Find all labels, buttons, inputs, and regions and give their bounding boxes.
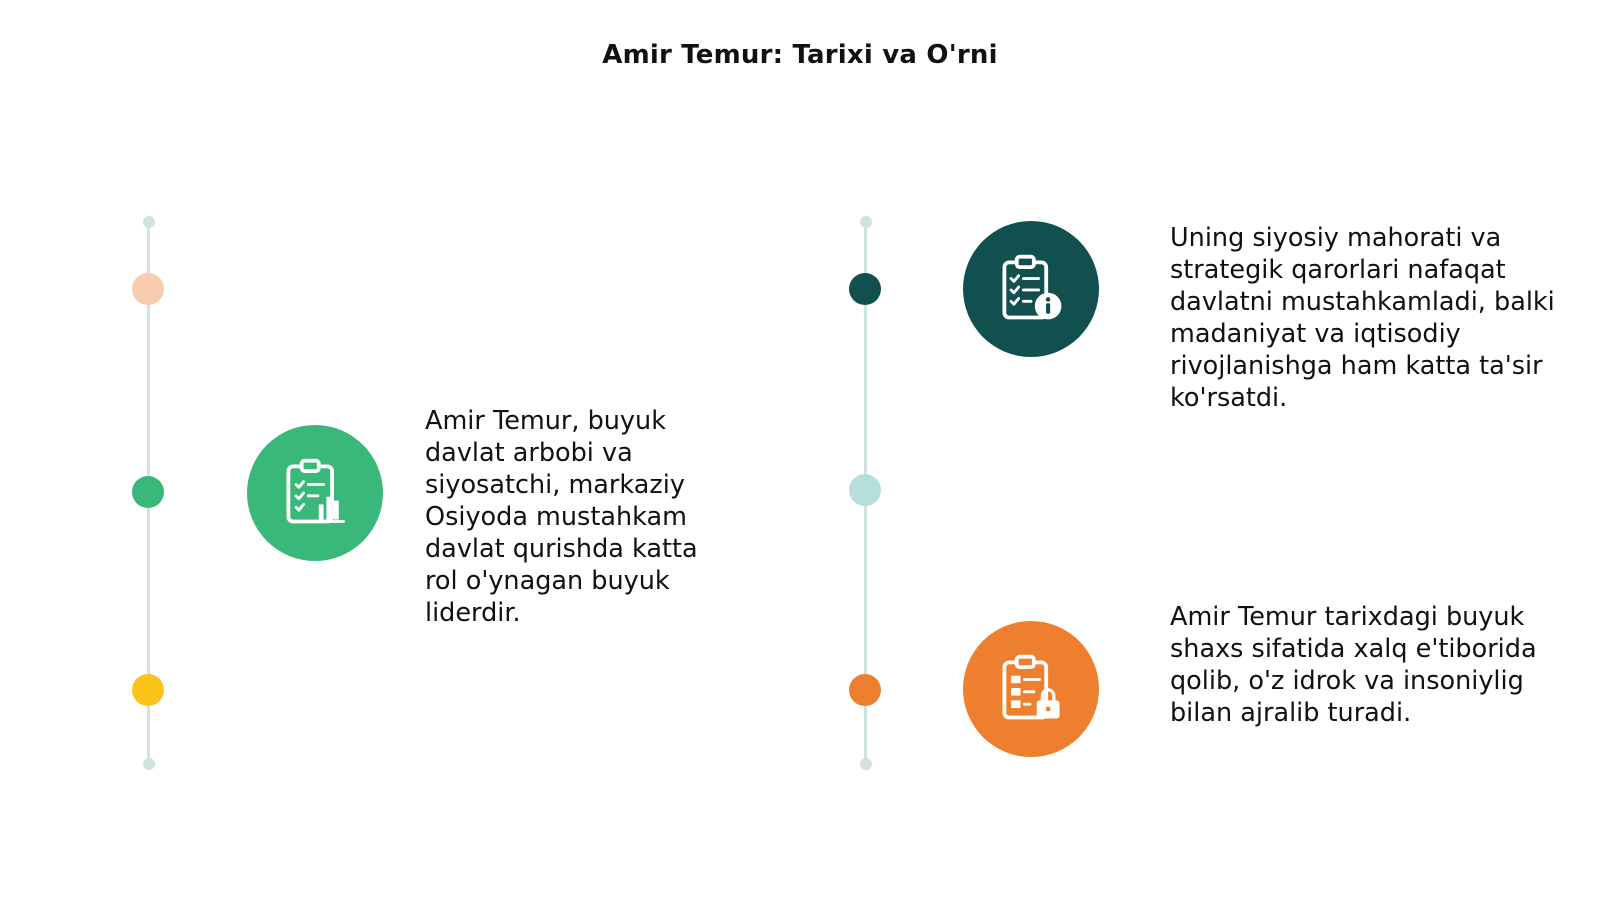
item-text-3: Amir Temur tarixdagi buyuk shaxs sifatida xalq e'tiborida qolib, o'z idrok va insoniylig bilan ajralib turadi. (1170, 602, 1537, 728)
clipboard-chart-icon (247, 425, 383, 561)
left-timeline-bottom-cap (143, 758, 155, 770)
item-text-1: Amir Temur, buyuk davlat arbobi va siyosatchi, markaziy Osiyoda mustahkam davlat qurishda katta rol o'ynagan buyuk liderdir. (425, 406, 698, 628)
clipboard-lock-icon (963, 621, 1099, 757)
right-timeline-top-cap (860, 216, 872, 228)
page-title: Amir Temur: Tarixi va O'rni (602, 40, 998, 70)
timeline-dot-peach (132, 273, 164, 305)
timeline-dot-green (132, 476, 164, 508)
timeline-dot-orange (849, 674, 881, 706)
timeline-dot-light-teal (849, 474, 881, 506)
left-timeline-top-cap (143, 216, 155, 228)
timeline-dot-dark-teal (849, 273, 881, 305)
item-text-2: Uning siyosiy mahorati va strategik qarorlari nafaqat davlatni mustahkamladi, balki madaniyat va iqtisodiy rivojlanishga ham katta ta'sir ko'rsatdi. (1170, 223, 1555, 413)
clipboard-info-icon (963, 221, 1099, 357)
timeline-dot-yellow (132, 674, 164, 706)
right-timeline-bottom-cap (860, 758, 872, 770)
